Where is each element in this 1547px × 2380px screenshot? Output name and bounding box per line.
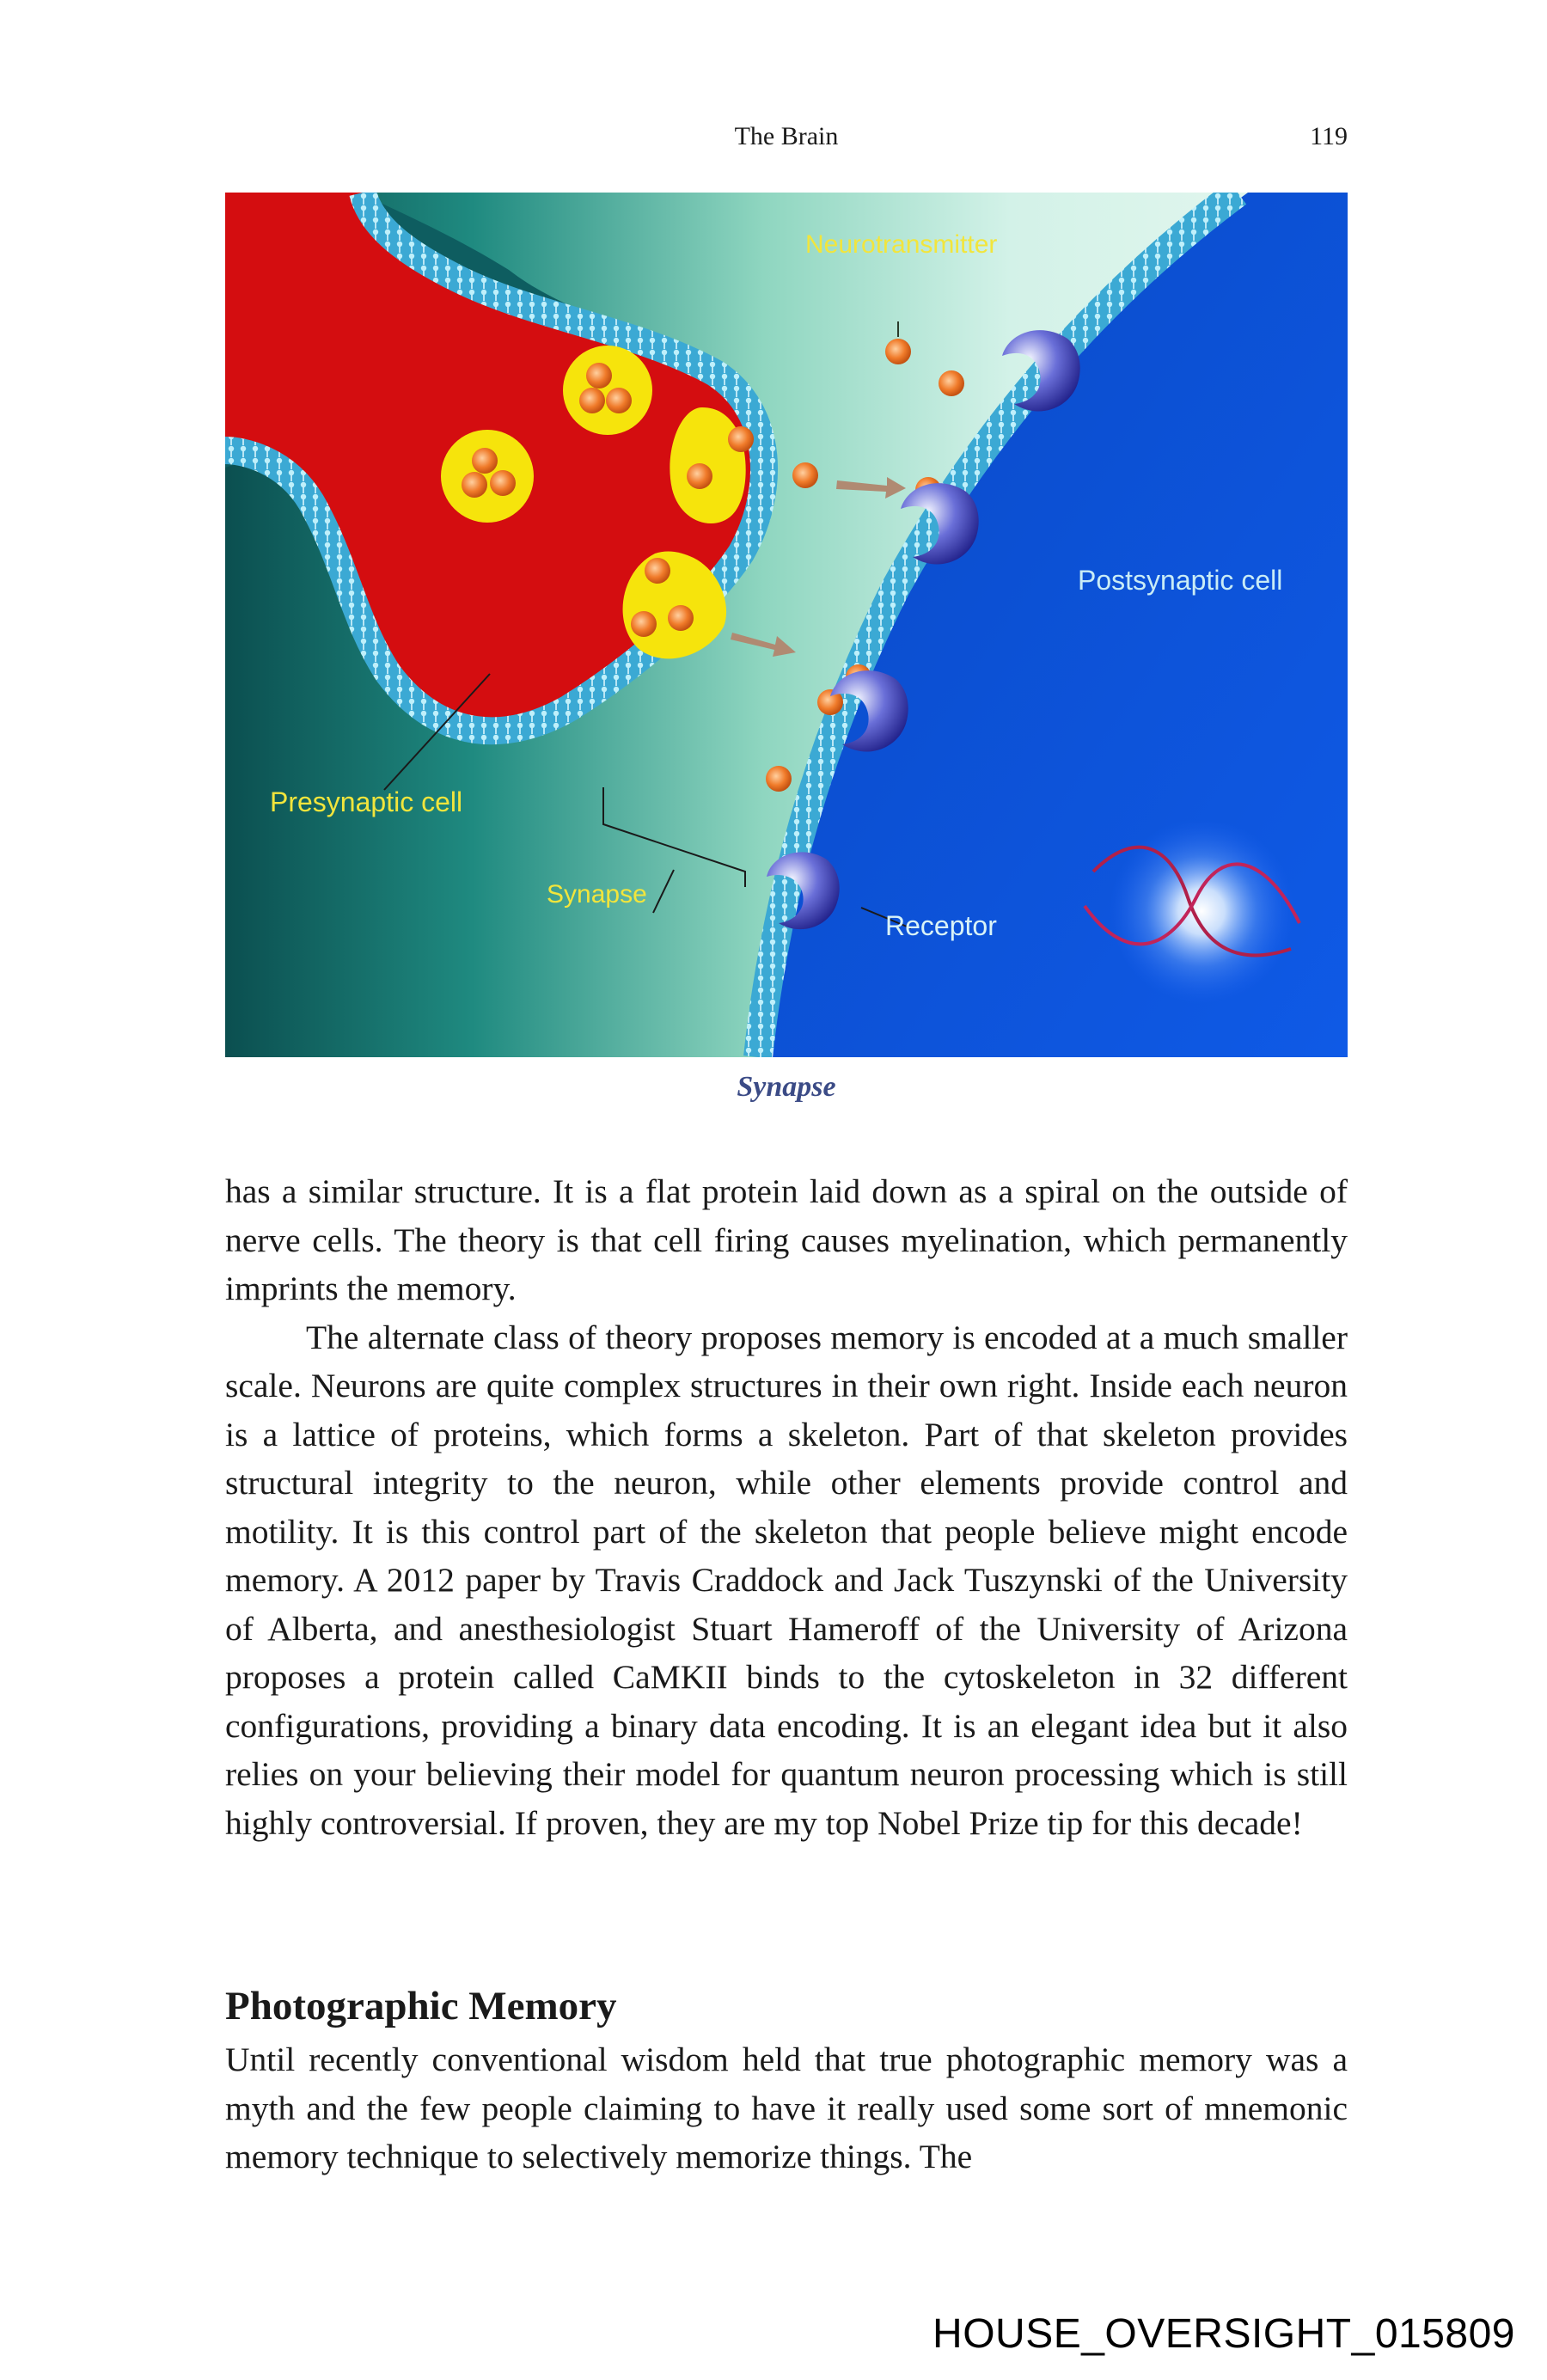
synapse-figure <box>225 193 1348 1057</box>
label-receptor: Receptor <box>885 910 997 941</box>
bates-stamp: HOUSE_OVERSIGHT_015809 <box>932 2311 1515 2357</box>
label-neurotransmitter: Neurotransmitter <box>805 230 998 259</box>
section-heading: Photographic Memory <box>225 1984 617 2028</box>
paragraph-1: has a similar structure. It is a flat protein laid down as a spiral on the outside of nerve cells. The theory is that cell firing causes myelination, which permanently imprints the memory. <box>225 1172 1348 1307</box>
label-presynaptic-cell: Presynaptic cell <box>270 786 463 817</box>
body-text-block <box>225 1167 1348 1847</box>
paragraph-2: The alternate class of theory proposes memory is encoded at a much smaller scale. Neurons are quite complex structures in their own right. Inside each neuron is a lattice of proteins, which forms a skeleton. Part of that skeleton provides structural integrity to the neuron, while other elements provide control and motility. It is this control part of the skeleton that people believe might encode memory. A 2012 paper by Travis Craddock and Jack Tuszynski of the University of Alberta, and anesthesiologist Stuart Hameroff of the University of Arizona proposes a protein called CaMKII binds to the cytoskeleton in 32 different configurations, providing a binary data encoding. It is an elegant idea but it also relies on your believing their model for quantum neuron processing which is still highly controversial. If proven, they are my top Nobel Prize tip for this decade! <box>225 1318 1348 1842</box>
running-head <box>225 122 1348 156</box>
figure-caption: Synapse <box>737 1071 836 1103</box>
synapse-illustration <box>225 193 1348 1057</box>
section-body <box>225 2035 1348 2181</box>
paragraph-3: Until recently conventional wisdom held that true photographic memory was a myth and the few people claiming to have it really used some sort of mnemonic memory technique to selectively memorize things. The <box>225 2040 1348 2175</box>
label-synapse: Synapse <box>547 880 647 909</box>
page-number: 119 <box>1310 122 1348 150</box>
running-title: The Brain <box>734 122 839 150</box>
label-postsynaptic-cell: Postsynaptic cell <box>1078 565 1283 596</box>
